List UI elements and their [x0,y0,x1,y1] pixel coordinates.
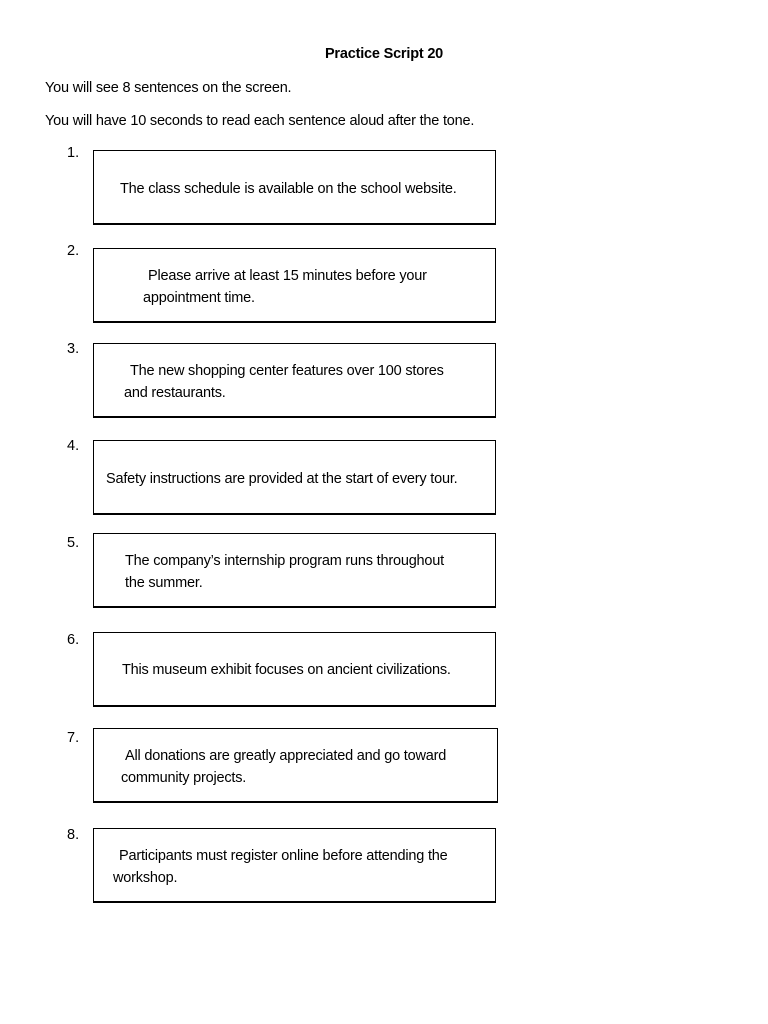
sentence-box [93,632,496,707]
sentence-box [93,343,496,418]
item-number: 5. [67,535,80,551]
item-number: 7. [67,730,80,746]
sentence-box [93,828,496,903]
sentence-text: The class schedule is available on the school website. [120,181,457,197]
sentence-text: This museum exhibit focuses on ancient civilizations. [122,662,451,678]
sentence-text: The new shopping center features over 100 stores and restaurants. [124,363,444,401]
sentence-text: Please arrive at least 15 minutes before your appointment time. [143,268,427,306]
item-number: 6. [67,632,80,648]
sentence-text: All donations are greatly appreciated and go toward community projects. [121,748,447,786]
item-number: 4. [67,438,80,454]
sentence-box [93,728,498,803]
sentence-box [93,248,496,323]
sentence-box [93,150,496,225]
sentence-text: Safety instructions are provided at the start of every tour. [106,471,458,487]
item-number: 3. [67,341,80,357]
item-number: 8. [67,827,80,843]
sentence-box [93,440,496,515]
item-number: 1. [67,145,80,161]
sentence-text: Participants must register online before attending the workshop. [113,848,448,886]
sentence-text: The company’s internship program runs throughout the summer. [125,553,444,591]
page-title: Practice Script 20 [324,46,444,62]
intro-line-1: You will see 8 sentences on the screen. [45,80,292,96]
intro-line-2: You will have 10 seconds to read each sentence aloud after the tone. [45,113,475,129]
item-number: 2. [67,243,80,259]
sentence-box [93,533,496,608]
